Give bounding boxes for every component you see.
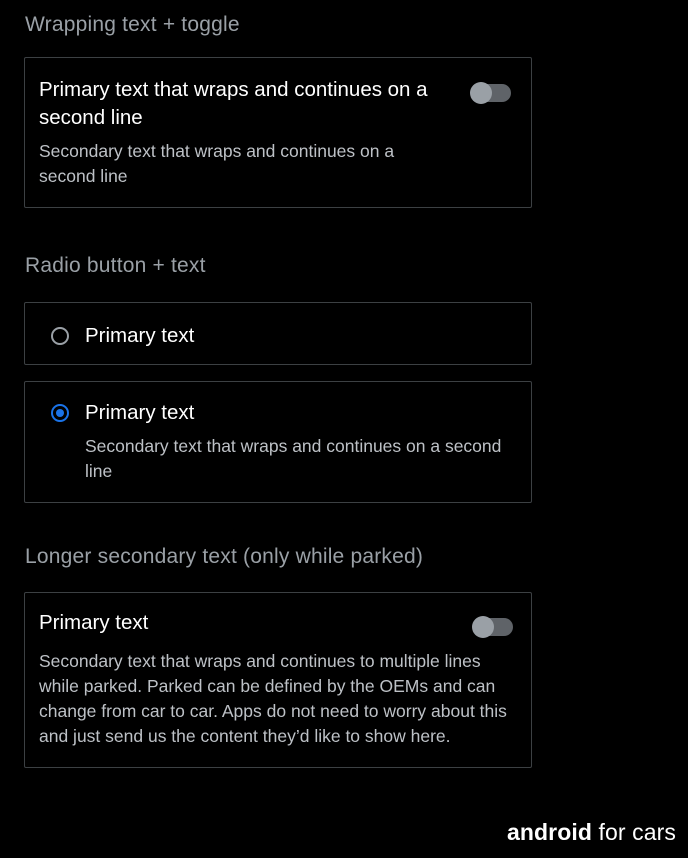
row-text <box>85 322 513 350</box>
secondary-text: Secondary text that wraps and continues to multiple lines while parked. Parked can be defined by the OEMs and can change from car to car. Apps do not need to worry about this and just send us the content they’d like to show here. <box>39 651 507 746</box>
wrapping-text-toggle-card[interactable] <box>24 57 532 208</box>
brand-name: android <box>506 819 593 845</box>
section-header-radio-button: Radio button + text <box>25 254 206 277</box>
primary-text: Primary text <box>39 611 149 634</box>
toggle-knob <box>470 82 492 104</box>
row-text <box>39 609 457 637</box>
primary-text: Primary text <box>85 324 195 347</box>
secondary-text: Secondary text that wraps and continues on a second line <box>39 141 395 186</box>
list-item[interactable] <box>39 76 513 189</box>
list-item[interactable] <box>51 322 513 350</box>
list-item[interactable] <box>39 609 515 637</box>
section-header-longer-secondary-text: Longer secondary text (only while parked) <box>25 545 424 568</box>
list-item[interactable] <box>51 399 513 484</box>
row-text <box>39 76 455 189</box>
radio-card-checked[interactable] <box>24 381 532 503</box>
primary-text: Primary text <box>85 401 195 424</box>
toggle-switch[interactable] <box>471 84 511 102</box>
longer-secondary-text-card[interactable] <box>24 592 532 768</box>
row-text <box>85 399 513 484</box>
primary-text: Primary text that wraps and continues on a second line <box>39 78 428 129</box>
toggle-switch[interactable] <box>473 618 513 636</box>
android-for-cars-branding <box>507 819 676 846</box>
secondary-text: Secondary text that wraps and continues on a second line <box>85 436 502 481</box>
brand-suffix: for cars <box>592 819 676 845</box>
radio-button-icon[interactable] <box>51 327 69 345</box>
radio-button-selected-icon[interactable] <box>51 404 69 422</box>
section-header-wrapping-text: Wrapping text + toggle <box>25 13 240 36</box>
radio-card-unchecked[interactable] <box>24 302 532 365</box>
toggle-knob <box>472 616 494 638</box>
